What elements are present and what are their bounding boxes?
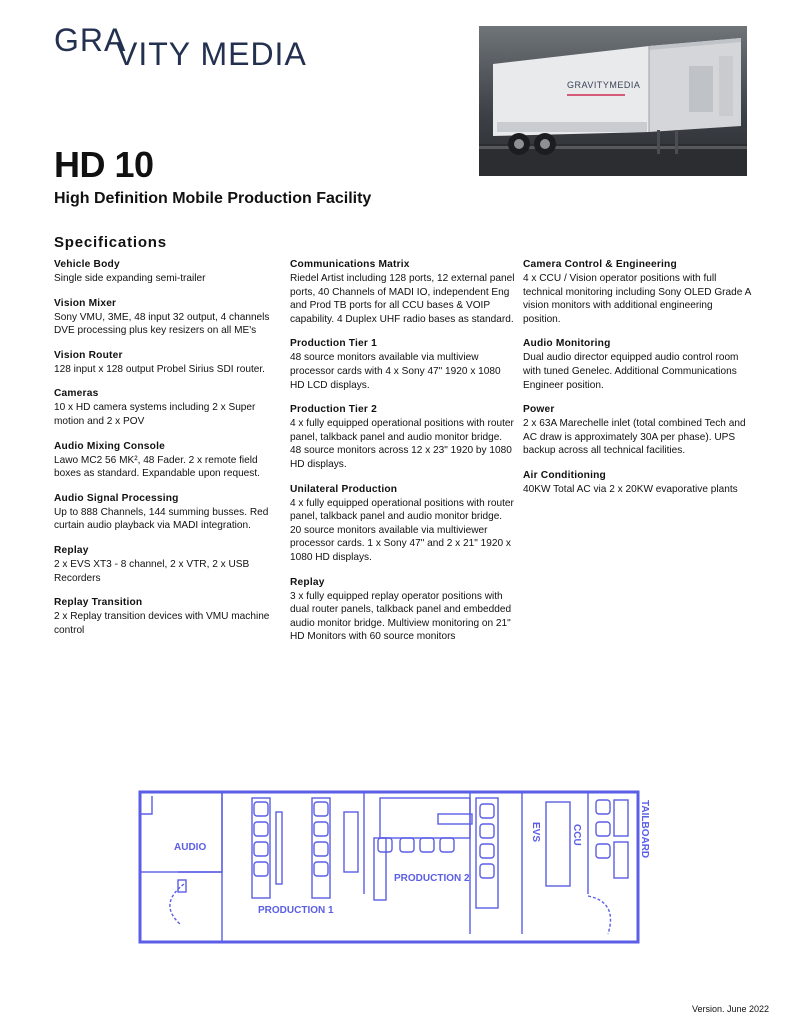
room-label-production-2: PRODUCTION 2	[394, 873, 470, 884]
spec-power	[523, 403, 751, 458]
room-label-evs: EVS	[530, 822, 541, 843]
spec-text: 128 input x 128 output Probel Sirius SDI router.	[54, 363, 265, 375]
spec-heading: Communications Matrix	[290, 259, 410, 270]
spec-text: 2 x 63A Marechelle inlet (total combined Tech and AC draw is approximately 30A per phase). UPS backup across all technical facilities.	[523, 418, 746, 457]
spec-text: 2 x Replay transition devices with VMU machine control	[54, 611, 270, 636]
specifications-heading: Specifications	[54, 234, 167, 251]
spec-audio-signal-processing	[54, 492, 279, 533]
spec-production-tier-2	[290, 403, 515, 471]
spec-heading: Audio Signal Processing	[54, 492, 179, 504]
spec-heading: Camera Control & Engineering	[523, 259, 677, 270]
version-text: Version. June 2022	[691, 1004, 769, 1014]
spec-text: 48 source monitors available via multiview processor cards with 4 x Sony 47" 1920 x 1080 HD LCD displays.	[290, 352, 501, 391]
spec-replay-positions	[290, 576, 515, 644]
spec-audio-monitoring	[523, 337, 751, 392]
trailer-illustration	[479, 26, 747, 176]
specs-column-2	[290, 258, 515, 655]
room-label-tailboard: TAILBOARD	[639, 800, 650, 859]
spec-text: 40KW Total AC via 2 x 20KW evaporative plants	[523, 483, 738, 495]
spec-text: Sony VMU, 3ME, 48 input 32 output, 4 channels DVE processing plus key resizers on all ME's	[54, 311, 270, 337]
floor-plan-diagram	[118, 784, 658, 954]
spec-text: Up to 888 Channels, 144 summing busses. Red curtain audio playback via MADI integration.	[54, 506, 269, 532]
spec-heading: Replay	[54, 544, 89, 556]
page-subtitle: High Definition Mobile Production Facility	[54, 190, 372, 207]
spec-heading: Production Tier 1	[290, 338, 377, 350]
spec-heading: Replay Transition	[54, 597, 143, 609]
spec-heading: Vision Router	[54, 349, 123, 361]
spec-heading: Replay	[290, 576, 325, 588]
spec-heading: Audio Monitoring	[523, 338, 611, 350]
spec-heading: Cameras	[54, 388, 99, 400]
spec-heading: Unilateral Production	[290, 483, 398, 495]
spec-heading: Vision Mixer	[54, 297, 117, 309]
specs-column-3	[523, 258, 751, 508]
spec-audio-mixing-console	[54, 440, 279, 481]
spec-communications-matrix	[290, 258, 515, 326]
spec-text: 3 x fully equipped replay operator positions with dual router panels, talkback panel and embedded audio monitor bridge. Multiview monitoring on 21" HD Monitors with 60 source monitors	[290, 590, 512, 643]
logo-text-part1: GRA	[54, 22, 127, 58]
room-label-production-1: PRODUCTION 1	[258, 905, 334, 916]
spec-text: 4 x fully equipped operational positions with router panel, talkback panel and audio monitor bridge. 20 source monitors available via multiviewer processor cards. 1 x Sony 47" and 2 x 21" 1920 x 1080 HD displays.	[290, 497, 514, 563]
page-title: HD 10	[54, 144, 154, 185]
trailer-photo	[479, 26, 747, 176]
trailer-logo-text	[567, 80, 640, 90]
room-label-ccu: CCU	[571, 824, 582, 846]
spec-text: Lawo MC2 56 MK², 48 Fader. 2 x remote field boxes as standard. Expandable upon request.	[54, 454, 260, 480]
spec-vehicle-body	[54, 258, 279, 286]
spec-cameras	[54, 387, 279, 428]
spec-air-conditioning	[523, 469, 751, 497]
spec-heading: Production Tier 2	[290, 404, 377, 416]
spec-replay	[54, 544, 279, 585]
gravity-media-logo	[54, 22, 324, 72]
specs-column-1	[54, 258, 279, 648]
spec-text: Dual audio director equipped audio control room with tuned Genelec. Additional Communications Engineer position.	[523, 352, 739, 391]
spec-text: Single side expanding semi-trailer	[54, 273, 206, 284]
spec-text: 2 x EVS XT3 - 8 channel, 2 x VTR, 2 x USB Recorders	[54, 558, 250, 584]
spec-vision-mixer	[54, 297, 279, 338]
spec-heading: Power	[523, 404, 555, 416]
svg-text:GRAVITYMEDIA: GRAVITYMEDIA	[567, 80, 641, 90]
spec-heading: Vehicle Body	[54, 259, 120, 270]
spec-unilateral-production	[290, 483, 515, 565]
spec-text: Riedel Artist including 128 ports, 12 external panel ports, 40 Channels of MADI IO, independent Eng and Prod TB ports for all CCU bases & VOIP capability. 4 Duplex UHF radio bases as standard.	[290, 273, 515, 325]
spec-heading: Audio Mixing Console	[54, 440, 165, 452]
spec-heading: Air Conditioning	[523, 469, 606, 481]
spec-vision-router	[54, 349, 279, 377]
spec-text: 4 x CCU / Vision operator positions with full technical monitoring including Sony OLED Grade A vision monitors with additional engineering position.	[523, 273, 751, 325]
spec-text: 10 x HD camera systems including 2 x Super motion and 2 x POV	[54, 402, 256, 427]
spec-text: 4 x fully equipped operational positions with router panel, talkback panel and audio monitor bridge. 48 source monitors across 12 x 23" 1920 by 1080 HD displays.	[290, 418, 514, 470]
spec-production-tier-1	[290, 337, 515, 392]
floor-plan-svg	[118, 784, 658, 954]
spec-replay-transition	[54, 596, 279, 637]
room-label-audio: AUDIO	[174, 842, 207, 853]
logo-text-part2: VITY MEDIA	[116, 36, 307, 72]
spec-camera-control	[523, 258, 751, 326]
